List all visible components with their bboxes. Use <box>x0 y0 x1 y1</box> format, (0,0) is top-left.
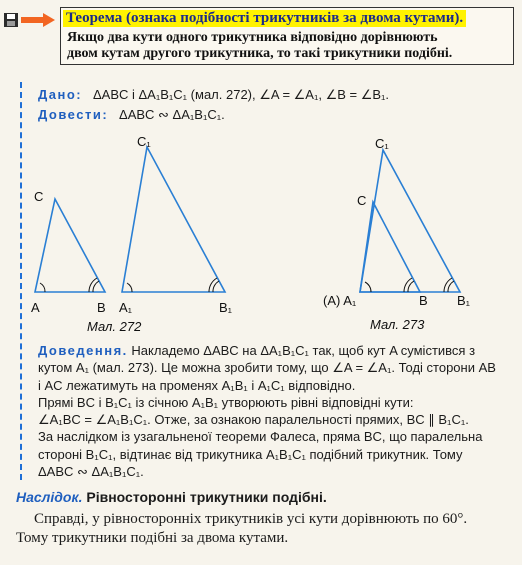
theorem-line: Якщо два кути одного трикутника відповідно дорівнюють <box>67 30 438 45</box>
label-c1: C₁ <box>137 134 151 149</box>
proof-line: За наслідком із узагальненої теореми Фалеса, пряма BC, що паралельна <box>38 429 483 445</box>
explanation-line: Тому трикутники подібні за двома кутами. <box>16 530 289 546</box>
caption-272: Мал. 272 <box>87 319 142 334</box>
given-label: Дано: <box>38 87 83 102</box>
given-text: ΔABC і ΔA₁B₁C₁ (мал. 272), ∠A = ∠A₁, ∠B = ∠B₁. <box>92 87 390 102</box>
proof-line <box>38 342 518 359</box>
theorem-box <box>60 7 514 65</box>
proof-line: стороні B₁C₁, відтинає від трикутника A₁B₁C₁ подібний трикутник. Тому <box>38 446 463 462</box>
given-line <box>38 86 389 103</box>
proof-line: кутом A₁ (мал. 273). Це можна зробити тому, що ∠A = ∠A₁. Тоді сторони AB <box>38 360 496 376</box>
label-c: C <box>357 193 367 208</box>
corollary-text: Рівносторонні трикутники подібні. <box>86 489 327 505</box>
label-b: B <box>419 293 428 308</box>
prove-text: ΔABC ∾ ΔA₁B₁C₁. <box>119 107 225 122</box>
explanation-line: Справді, у рівносторонніх трикутників усі кути дорівнюють по 60°. <box>34 511 468 527</box>
triangle-a1b1c1 <box>360 150 460 292</box>
label-b1: B₁ <box>219 300 233 315</box>
proof-label: Доведення. <box>38 343 128 358</box>
save-icon[interactable] <box>3 10 57 32</box>
label-a1: A₁ <box>119 300 133 315</box>
label-a: A <box>31 300 40 315</box>
proof-block <box>38 342 518 480</box>
theorem-title: Теорема (ознака подібності трикутників за двома кутами). <box>63 10 466 27</box>
proof-line: і AC лежатимуть на променях A₁B₁ і A₁C₁ відповідно. <box>38 377 356 393</box>
proof-line: ∠A₁BC = ∠A₁B₁C₁. Отже, за ознакою паралельності прямих, BC ∥ B₁C₁. <box>38 412 469 428</box>
proof-text: Накладемо ΔABC на ΔA₁B₁C₁ так, щоб кут A сумістився з <box>131 343 476 358</box>
corollary-line <box>16 489 327 505</box>
triangle-a1b1c1 <box>122 147 225 292</box>
margin-dashed-line <box>20 82 22 480</box>
label-b1: B₁ <box>457 293 471 308</box>
explanation <box>16 510 516 548</box>
prove-label: Довести: <box>38 107 109 122</box>
theorem-line: двом кутам другого трикутника, то такі трикутники подібні. <box>67 46 453 61</box>
figure-272 <box>25 132 255 337</box>
label-a-a1: (A) A₁ <box>323 293 357 308</box>
prove-line <box>38 106 225 123</box>
label-c: C <box>34 189 44 204</box>
proof-line: ΔABC ∾ ΔA₁B₁C₁. <box>38 464 144 480</box>
proof-line: Прямі BC і B₁C₁ із січною A₁B₁ утворюють рівні відповідні кути: <box>38 394 414 410</box>
theorem-body <box>67 30 507 62</box>
triangle-abc <box>35 199 105 292</box>
corollary-label: Наслідок. <box>16 489 83 505</box>
figure-273 <box>315 132 515 337</box>
label-c1: C₁ <box>375 136 389 151</box>
label-b: B <box>97 300 106 315</box>
caption-273: Мал. 273 <box>370 317 425 332</box>
